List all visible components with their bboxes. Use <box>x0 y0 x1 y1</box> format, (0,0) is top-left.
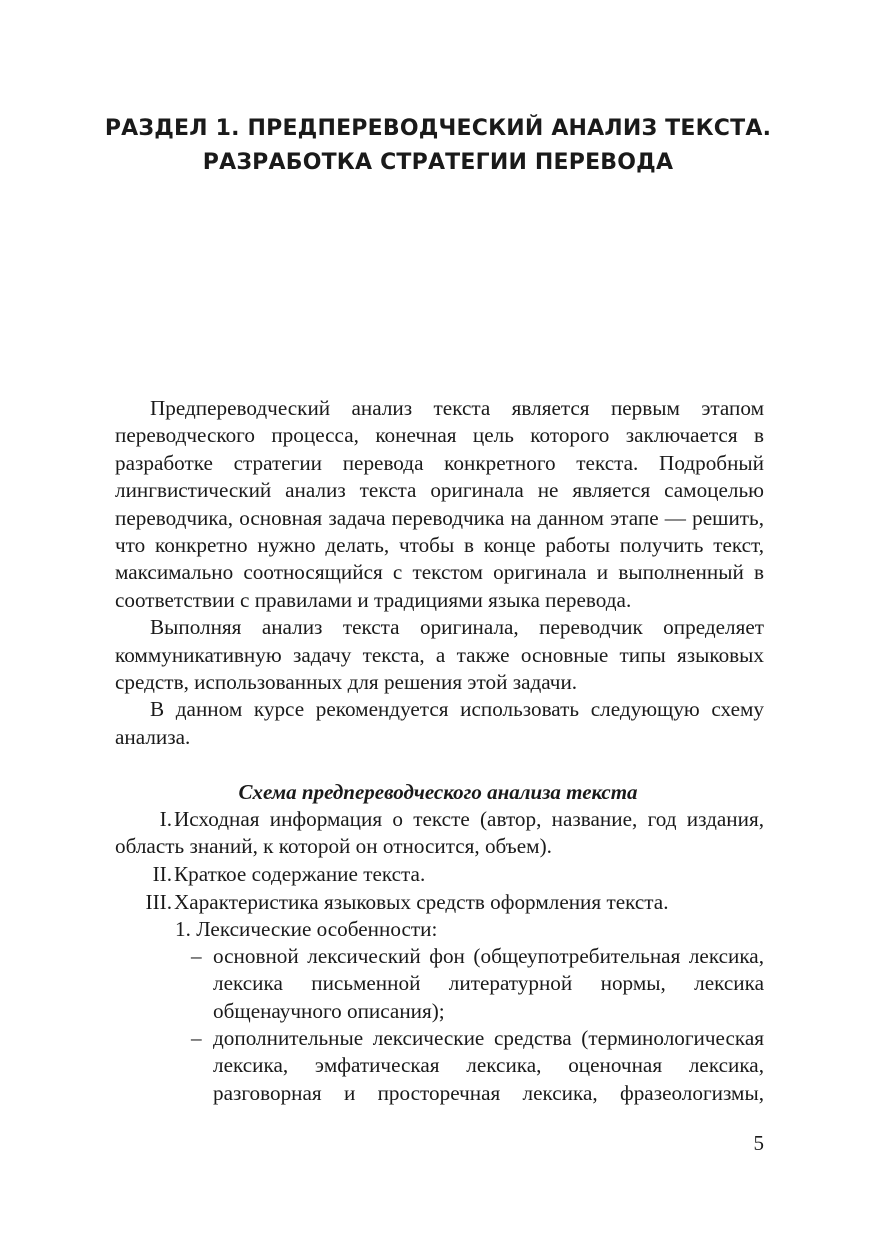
scheme-item-3 <box>115 889 764 916</box>
paragraph-2: Выполняя анализ текста оригинала, переводчик определяет коммуникативную задачу текста, а также основные типы языковых средств, использованных для решения этой задачи. <box>115 615 764 695</box>
dash-bullet-icon: – <box>191 1026 202 1050</box>
scheme-item-text: Характеристика языковых средств оформления текста. <box>174 890 669 914</box>
list-item <box>191 1025 764 1107</box>
paragraph-1: Предпереводческий анализ текста является первым этапом переводческого процесса, конечная цель которого заключается в разработке стратегии перевода конкретного текста. Подробный лингвистический анализ текста оригинала не является самоцелью переводчика, основная задача переводчика на данном этапе — решить, что конкретно нужно делать, чтобы в конце работы получить текст, максимально соотносящийся с текстом оригинала и выполненный в соответствии с правилами и традициями языка перевода. <box>115 396 764 612</box>
page-number: 5 <box>753 1131 764 1155</box>
paragraph-3: В данном курсе рекомендуется использовать следующую схему анализа. <box>115 697 764 749</box>
list-item-text: основной лексический фон (общеупотребительная лексика, лексика письменной литературной нормы, лексика общенаучного описания); <box>213 944 764 1023</box>
section-title <box>0 112 876 180</box>
intro-text <box>115 395 764 751</box>
scheme-item-number: I. <box>159 807 172 831</box>
dash-bullet-icon: – <box>191 944 202 968</box>
scheme-item-text: Исходная информация о тексте (автор, название, год издания, область знаний, к которой он относится, объем). <box>115 807 764 859</box>
scheme-title: Схема предпереводческого анализа текста <box>238 780 638 804</box>
scheme-item-2 <box>115 861 764 888</box>
lexical-features-heading: 1. Лексические особенности: <box>175 917 438 941</box>
scheme-item-number: II. <box>152 862 172 886</box>
list-item-text: дополнительные лексические средства (терминологическая лексика, эмфатическая лексика, оценочная лексика, разговорная и просторечная лексика, фразеологизмы, <box>213 1026 764 1105</box>
scheme-item-1 <box>115 806 764 861</box>
scheme-item-text: Краткое содержание текста. <box>174 862 426 886</box>
section-title-line-1: РАЗДЕЛ 1. ПРЕДПЕРЕВОДЧЕСКИЙ АНАЛИЗ ТЕКСТА. <box>104 116 772 141</box>
scheme-item-number: III. <box>145 890 172 914</box>
list-item <box>191 943 764 1025</box>
section-title-line-2: РАЗРАБОТКА СТРАТЕГИИ ПЕРЕВОДА <box>202 150 674 175</box>
